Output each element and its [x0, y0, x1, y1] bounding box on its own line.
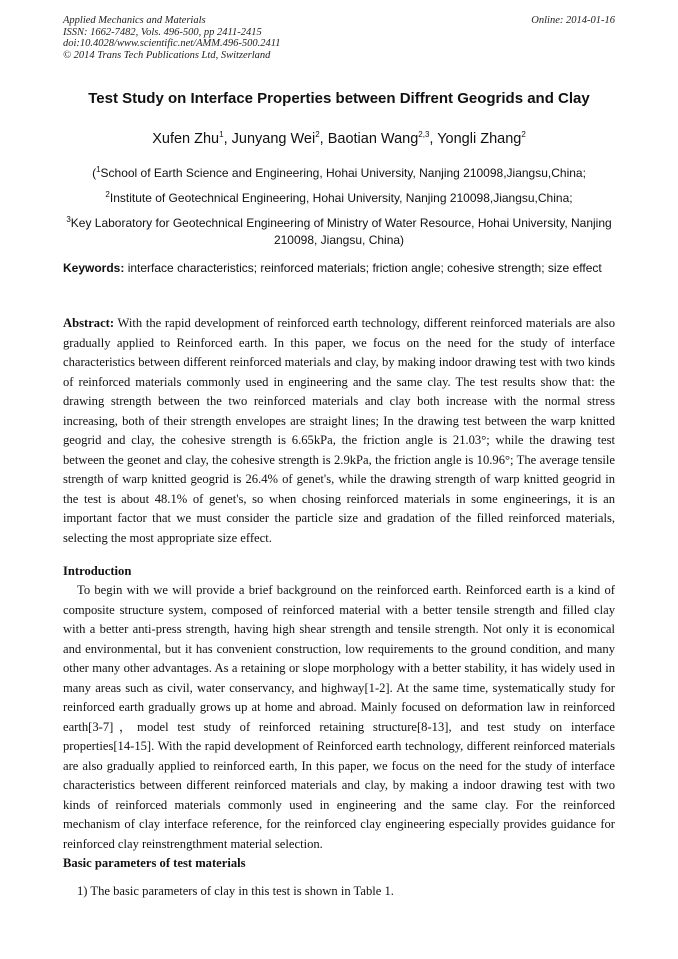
- abstract: [63, 314, 615, 548]
- affiliation-mark: 2: [105, 190, 110, 199]
- keywords: [63, 260, 615, 277]
- author-name: Junyang Wei: [231, 131, 316, 147]
- affiliation-text: Key Laboratory for Geotechnical Engineering of Ministry of Water Resource, Hohai University, Nanjing 210098, Jiangsu, China): [70, 216, 612, 247]
- author-name: Baotian Wang: [327, 131, 419, 147]
- author-affiliation-mark: 2,3: [418, 130, 430, 140]
- affiliation-3: [60, 215, 618, 249]
- affiliation-open-paren: (: [92, 166, 97, 180]
- affiliation-text: Institute of Geotechnical Engineering, Hohai University, Nanjing 210098,Jiangsu,China;: [109, 191, 573, 205]
- section-heading-basic-parameters: Basic parameters of test materials: [63, 856, 246, 870]
- author-separator: ,: [319, 131, 328, 147]
- introduction-paragraph: To begin with we will provide a brief background on the reinforced earth. Reinforced earth is a kind of composite structure system, composed of reinforced material with a better tensile strength and filled clay with a better anti-press strength, having high shear strength and tensile strength. Not only it is economical and environmental, but it has convenient construction, low requirements to the ground condition, and many other many other advantages. As a retaining or slope morphology with a better stability, it has widely used in many areas such as civil, water conservancy, and highway[1-2]. At the same time, systematically study for reinforced earth gradually grows up at home and abroad. Mainly focused on deformation law in reinforced earth[3-7]，model test study of reinforced retaining structure[8-13], and test study on interface properties[14-15]. With the rapid development of Reinforced earth technology, different reinforced materials are also gradually applied to reinforced earth, In this paper, we focus on the need for the study of interface characteristics between different reinforced materials and clay, by making a indoor drawing test with two kinds of reinforced materials commonly used in engineering and the same clay. For the reinforced mechanism of clay interface reference, for the reinforced clay engineering especially provides guidance for reinforced clay reinstrengthment material selection.: [63, 583, 615, 851]
- abstract-text: With the rapid development of reinforced earth technology, different reinforced materials are also gradually applied to Reinforced earth. In this paper, we focus on the need for the study of interface characteristics between different reinforced materials and clay, by making indoor drawing test with two kinds of reinforced materials commonly used in engineering and the same clay. The test results show that: the drawing strength between the two reinforced materials and clay both increase with the normal stress increasing, both of their strength envelopes are straight lines; In the drawing test between the warp knitted geogrid and clay, the cohesive strength is 6.65kPa, the friction angle is 21.03°; while the drawing test between the geonet and clay, the cohesive strength is 2.9kPa, the friction angle is 10.96°; The average tensile strength of warp knitted geogrid is 26.4% of genet's, while the drawing strength of warp knitted geogrid in the test is about 48.1% of genet's, so when chosing reinforced materials in some engineerings, it is an important factor that we must consider the particle size and gradation of the filled reinforced materials, selecting the most appropriate size effect.: [63, 316, 615, 545]
- abstract-label: Abstract:: [63, 316, 115, 330]
- keywords-text: interface characteristics; reinforced materials; friction angle; cohesive strength; size effect: [127, 261, 602, 275]
- author-separator: ,: [223, 131, 232, 147]
- keywords-label: Keywords:: [63, 261, 125, 275]
- journal-name: Applied Mechanics and Materials: [63, 15, 206, 26]
- affiliation-text: School of Earth Science and Engineering, Hohai University, Nanjing 210098,Jiangsu,China;: [100, 166, 586, 180]
- affiliation-mark: 1: [96, 165, 101, 174]
- journal-issn: ISSN: 1662-7482, Vols. 496-500, pp 2411-2415: [63, 26, 262, 38]
- journal-doi: doi:10.4028/www.scientific.net/AMM.496-500.2411: [63, 38, 281, 49]
- author-list: [40, 130, 638, 148]
- author-name: Xufen Zhu: [152, 131, 220, 147]
- basic-parameters-item-1: 1) The basic parameters of clay in this test is shown in Table 1.: [77, 884, 394, 898]
- author-separator: ,: [429, 131, 438, 147]
- author-affiliation-mark: 1: [219, 130, 224, 140]
- affiliation-2: [60, 190, 618, 207]
- author-affiliation-mark: 2: [521, 130, 526, 140]
- affiliation-1: [60, 165, 618, 182]
- author-affiliation-mark: 2: [315, 130, 320, 140]
- paper-title: Test Study on Interface Properties between Diffrent Geogrids and Clay: [88, 90, 590, 107]
- author-name: Yongli Zhang: [437, 131, 522, 147]
- journal-header: [63, 15, 280, 61]
- journal-copyright: © 2014 Trans Tech Publications Ltd, Switzerland: [63, 49, 271, 61]
- online-date: Online: 2014-01-16: [531, 15, 615, 26]
- section-heading-introduction: Introduction: [63, 564, 132, 578]
- affiliation-mark: 3: [66, 215, 71, 224]
